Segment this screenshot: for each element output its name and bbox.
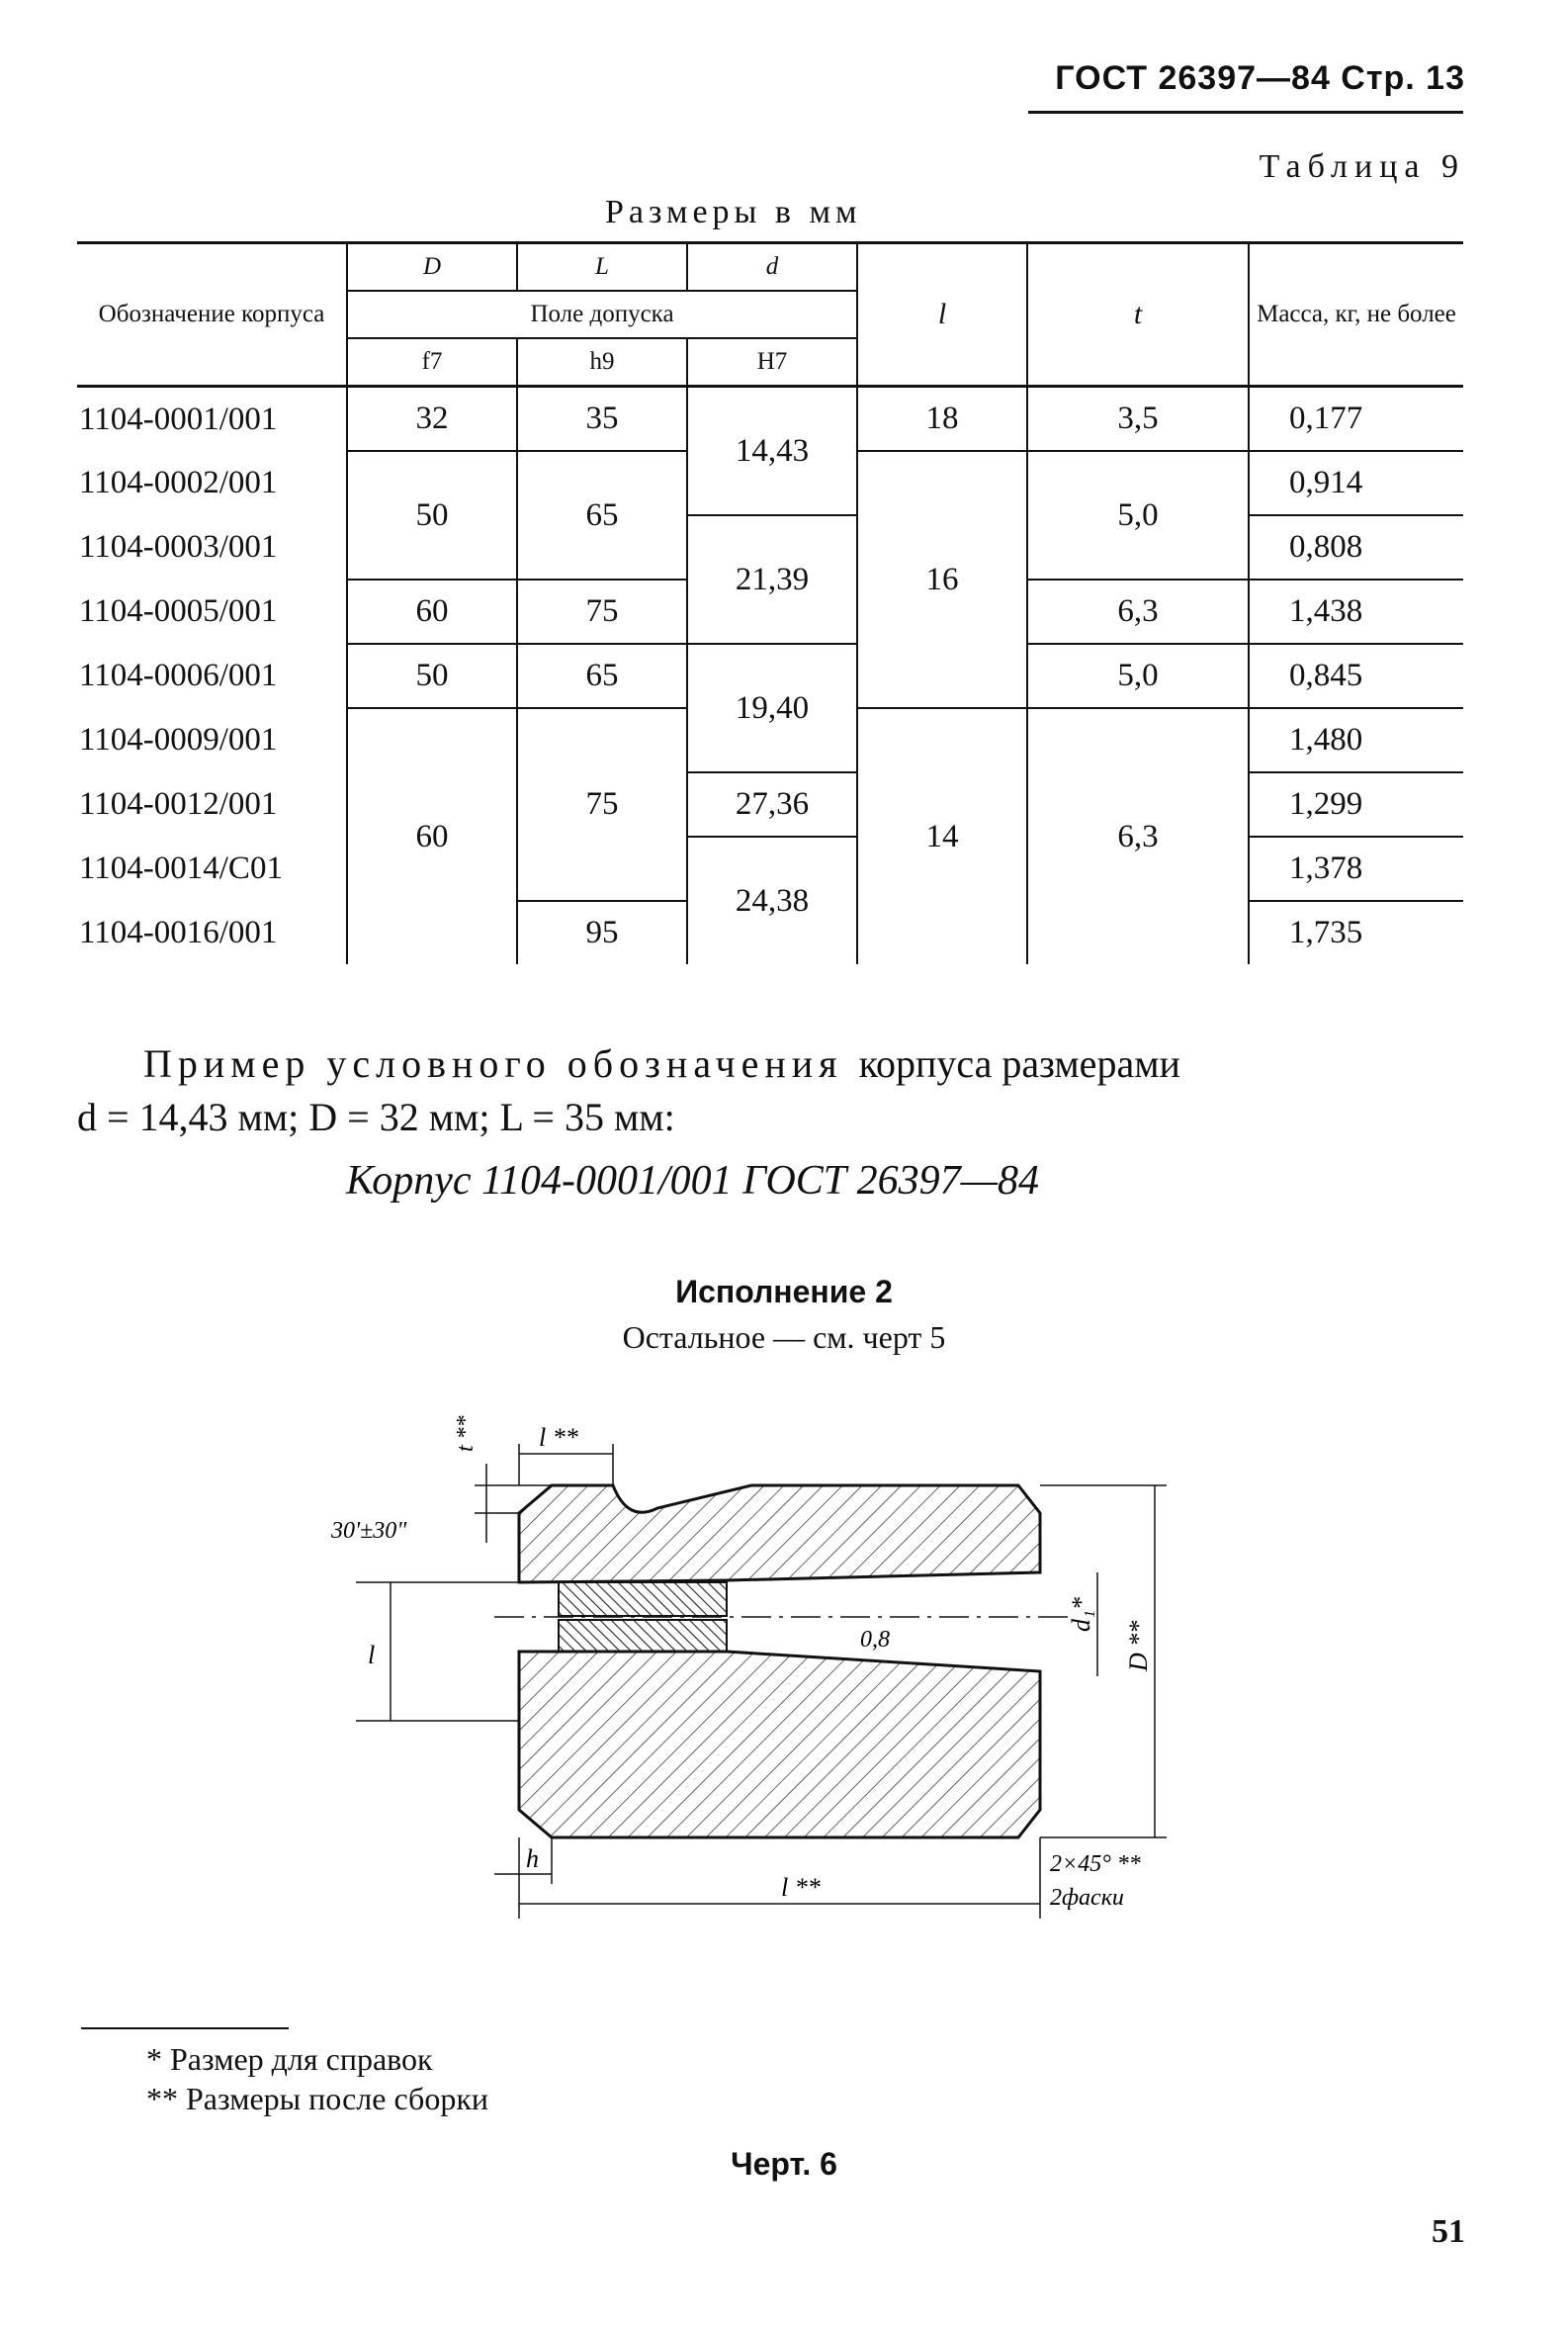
bushing-top <box>559 1582 727 1616</box>
L-cell: 35 <box>517 387 687 452</box>
chamfer-note: 2фаски <box>1050 1885 1124 1911</box>
document-header: ГОСТ 26397—84 Стр. 13 <box>1055 59 1465 97</box>
t-label: t ** <box>453 1415 479 1452</box>
D-cell: 50 <box>347 644 517 708</box>
L-cell: 75 <box>517 708 687 901</box>
dimensions-table <box>77 241 1463 964</box>
designation-cell: 1104-0009/001 <box>79 722 278 758</box>
col-D: D <box>347 243 517 292</box>
designation-cell: 1104-0016/001 <box>79 914 278 950</box>
chamfer-label: 2×45° ** <box>1050 1851 1141 1877</box>
example-lead: Пример условного обозначения <box>143 1041 843 1086</box>
t-cell: 6,3 <box>1027 708 1249 964</box>
footnote-rule <box>81 2027 289 2029</box>
figure-caption: Черт. 6 <box>731 2146 837 2182</box>
footnote-1: * Размер для справок <box>146 2041 433 2077</box>
L-cell: 65 <box>517 644 687 708</box>
housing-drawing <box>316 1404 1206 1958</box>
d-cell: 14,43 <box>687 387 857 516</box>
roughness-label: 0,8 <box>860 1627 890 1653</box>
D-cell: 60 <box>347 708 517 964</box>
col-mass: Масса, кг, не более <box>1249 243 1463 387</box>
D-label: D ** <box>1124 1620 1153 1671</box>
col-d: d <box>687 243 857 292</box>
D-cell: 32 <box>347 387 517 452</box>
L-cell: 95 <box>517 901 687 964</box>
mass-cell: 1,299 <box>1249 772 1463 837</box>
l-bottom-label: l ** <box>781 1873 821 1902</box>
bushing-bottom <box>559 1620 727 1652</box>
l-cell: 16 <box>857 451 1027 708</box>
l-left-label: l <box>368 1641 376 1669</box>
designation-cell: 1104-0014/C01 <box>79 850 283 886</box>
d-cell: 24,38 <box>687 837 857 964</box>
drawing-subtitle: Остальное — см. черт 5 <box>622 1319 946 1355</box>
t-cell: 3,5 <box>1027 387 1249 452</box>
example-line-2: d = 14,43 мм; D = 32 мм; L = 35 мм: <box>77 1095 675 1139</box>
designation-cell: 1104-0006/001 <box>79 658 278 693</box>
table-row <box>77 515 1463 580</box>
table-row <box>77 644 1463 708</box>
lower-wall <box>519 1652 1040 1837</box>
l-cell: 18 <box>857 387 1027 452</box>
angle-label: 30'±30" <box>331 1518 407 1544</box>
tol-f7: f7 <box>347 338 517 387</box>
mass-cell: 1,480 <box>1249 708 1463 772</box>
L-cell: 75 <box>517 580 687 644</box>
designation-cell: 1104-0002/001 <box>79 465 278 500</box>
t-cell: 5,0 <box>1027 451 1249 580</box>
col-L: L <box>517 243 687 292</box>
tolerance-field: Поле допуска <box>347 291 857 338</box>
L-cell: 65 <box>517 451 687 580</box>
example-line-1 <box>143 1040 1180 1087</box>
drawing-title: Исполнение 2 <box>675 1274 893 1309</box>
designation-cell: 1104-0012/001 <box>79 786 278 822</box>
table-row <box>77 772 1463 837</box>
mass-cell: 0,845 <box>1249 644 1463 708</box>
page-number: 51 <box>1432 2213 1465 2250</box>
example-lead-tail: корпуса размерами <box>858 1041 1180 1086</box>
table-row <box>77 387 1463 452</box>
designation-cell: 1104-0001/001 <box>79 401 278 437</box>
units-caption: Размеры в мм <box>605 194 862 230</box>
t-cell: 5,0 <box>1027 644 1249 708</box>
D-cell: 60 <box>347 580 517 644</box>
mass-cell: 0,177 <box>1249 387 1463 452</box>
col-l: l <box>857 243 1027 387</box>
mass-cell: 0,808 <box>1249 515 1463 580</box>
tol-h9: h9 <box>517 338 687 387</box>
mass-cell: 0,914 <box>1249 451 1463 515</box>
d1-label: d₁* <box>1067 1596 1095 1632</box>
l-top-label: l ** <box>539 1423 578 1452</box>
mass-cell: 1,378 <box>1249 837 1463 901</box>
d-cell: 19,40 <box>687 644 857 772</box>
header-rule <box>1028 111 1463 114</box>
col-designation: Обозначение корпуса <box>77 243 347 387</box>
h-label: h <box>526 1844 539 1873</box>
tol-H7: H7 <box>687 338 857 387</box>
d-cell: 21,39 <box>687 515 857 644</box>
example-designation: Корпус 1104-0001/001 ГОСТ 26397—84 <box>346 1158 1039 1204</box>
t-cell: 6,3 <box>1027 580 1249 644</box>
table-title: Таблица 9 <box>1259 148 1465 185</box>
mass-cell: 1,438 <box>1249 580 1463 644</box>
l-cell: 14 <box>857 708 1027 964</box>
designation-cell: 1104-0005/001 <box>79 593 278 629</box>
col-t: t <box>1027 243 1249 387</box>
mass-cell: 1,735 <box>1249 901 1463 964</box>
table-row <box>77 837 1463 901</box>
designation-cell: 1104-0003/001 <box>79 529 278 565</box>
D-cell: 50 <box>347 451 517 580</box>
upper-wall <box>519 1485 1040 1582</box>
footnote-2: ** Размеры после сборки <box>146 2081 488 2116</box>
d-cell: 27,36 <box>687 772 857 837</box>
